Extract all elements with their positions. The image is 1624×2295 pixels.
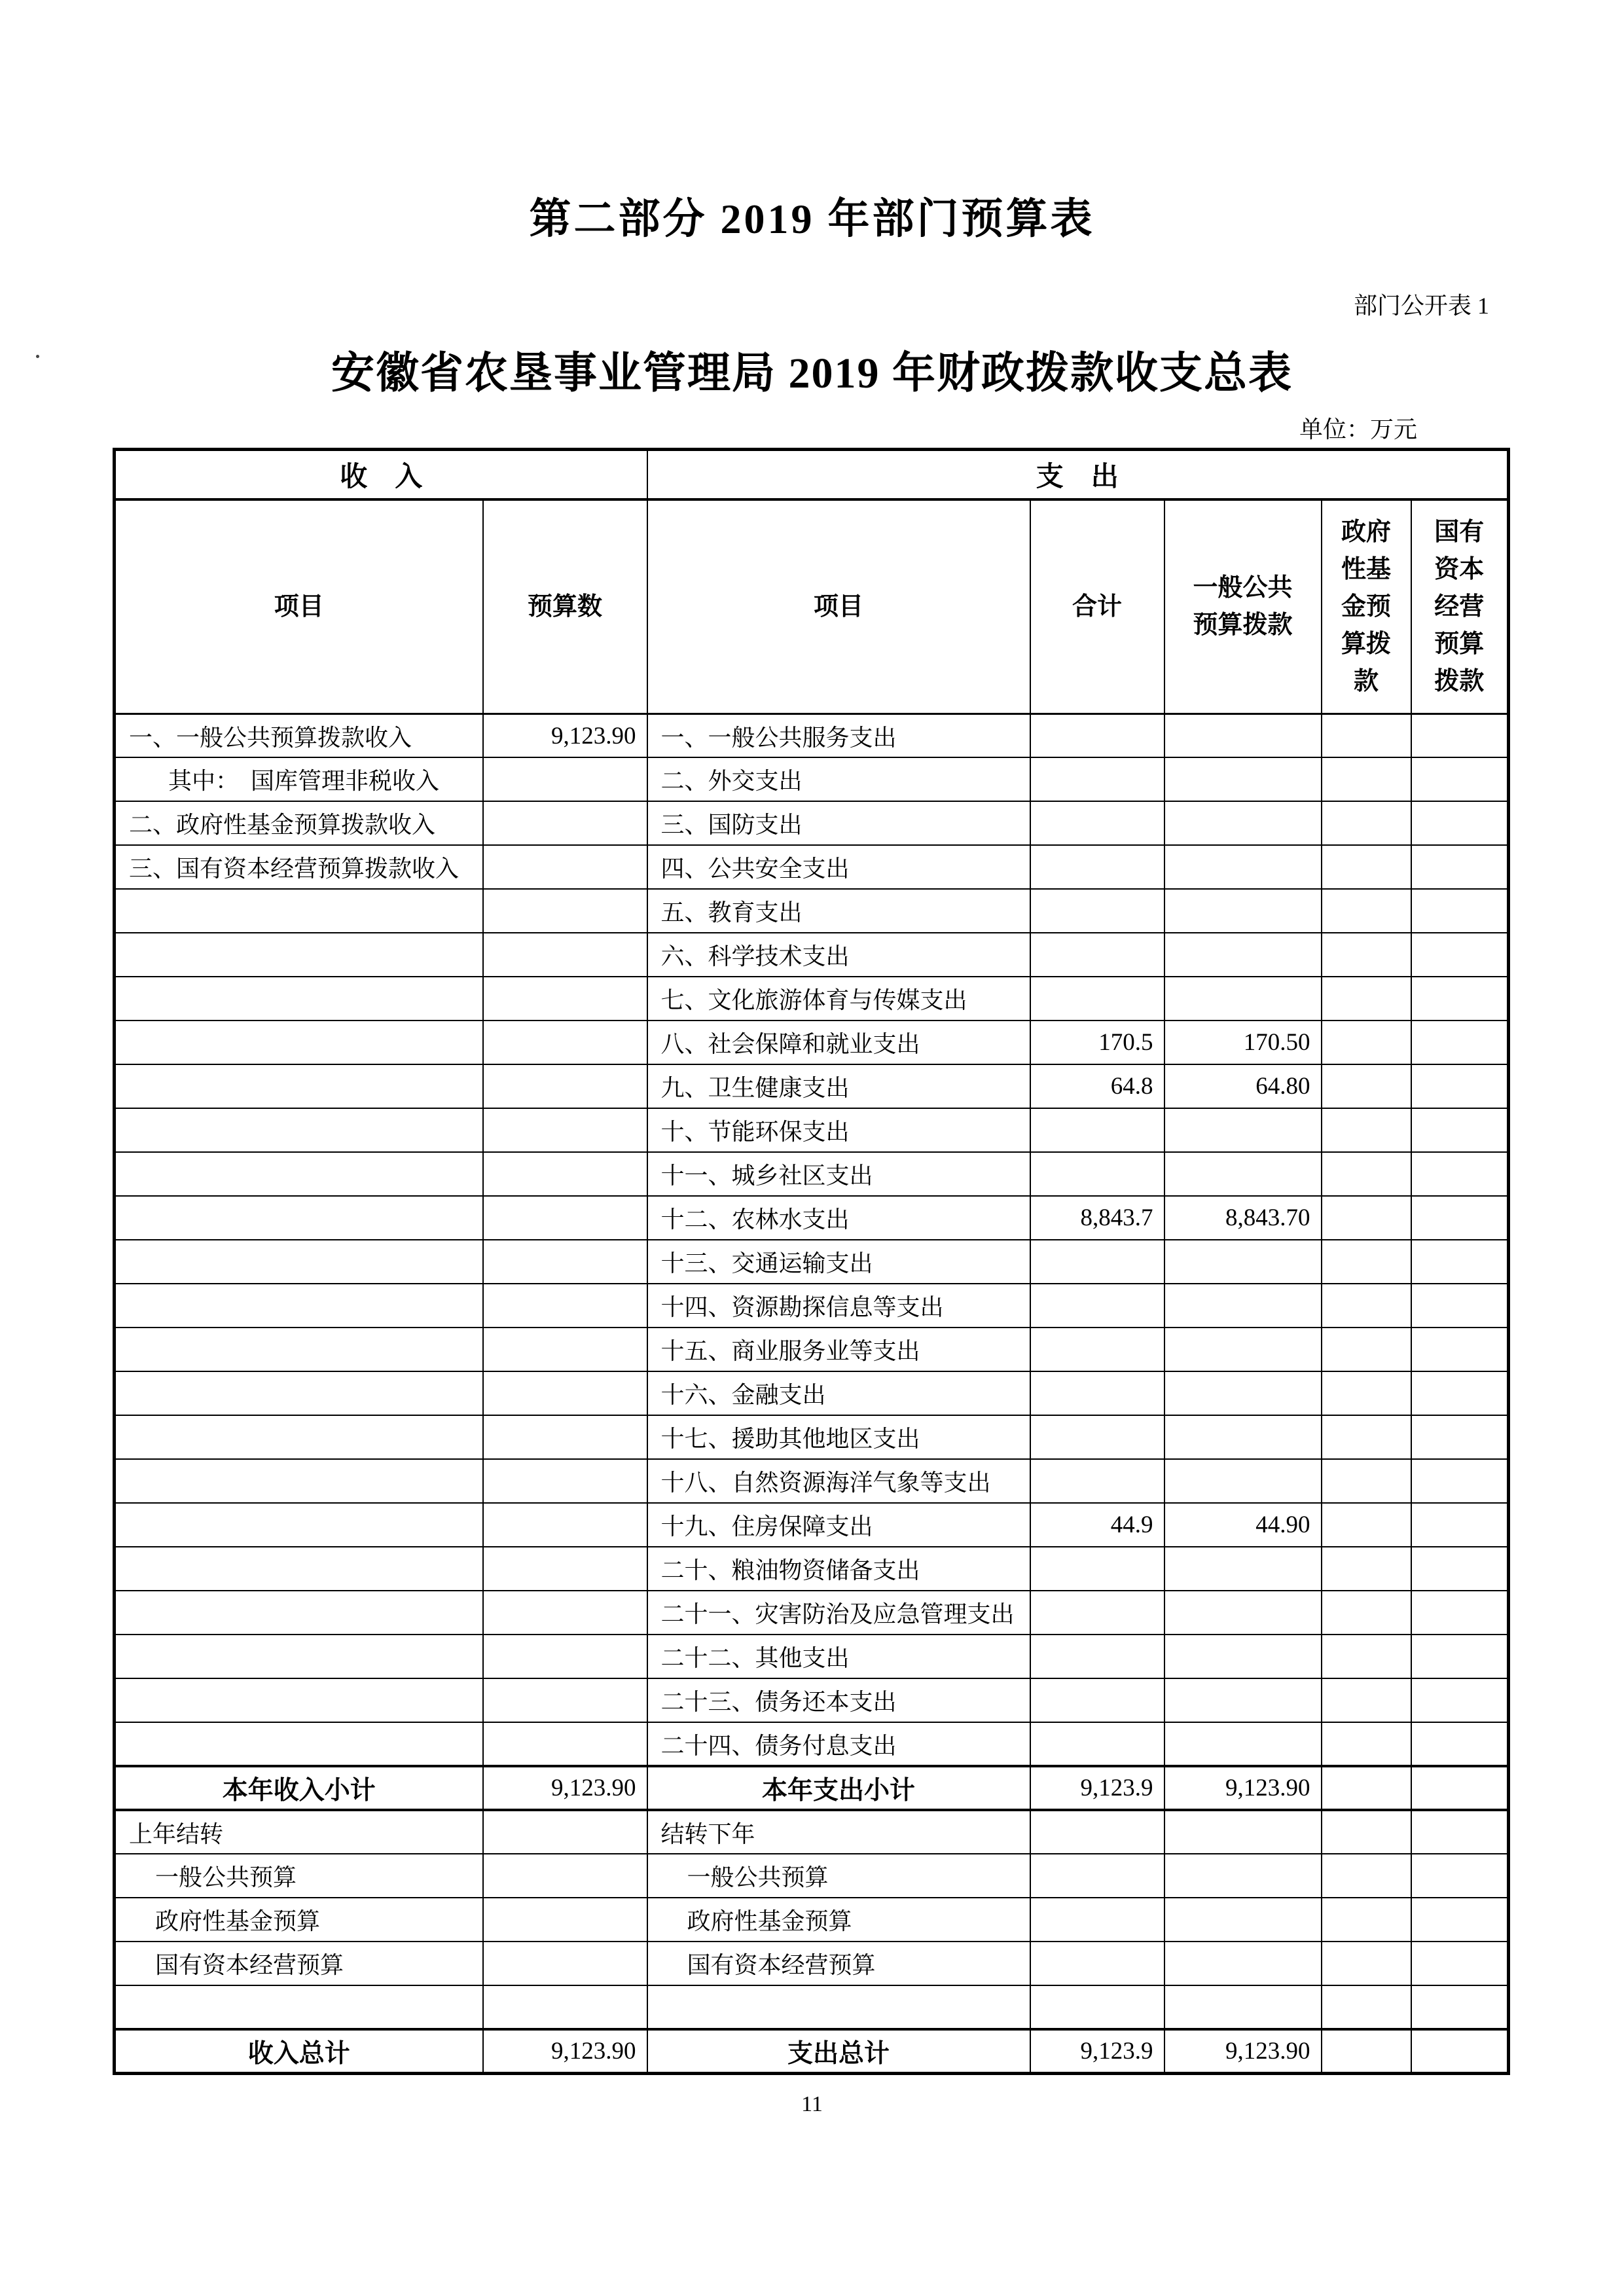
general-public-cell — [1164, 1898, 1322, 1942]
col-header-general-public: 一般公共预算拨款 — [1164, 499, 1322, 714]
income-value-cell — [483, 1459, 647, 1503]
unit-label: 单位：万元 — [1299, 416, 1417, 443]
expense-item-cell: 五、教育支出 — [647, 889, 1030, 933]
column-header-row — [115, 499, 1509, 714]
expense-item-cell: 一般公共预算 — [647, 1854, 1030, 1898]
income-value-cell — [483, 1503, 647, 1547]
general-public-cell — [1164, 1635, 1322, 1678]
general-public-cell — [1164, 1415, 1322, 1459]
table-title: 安徽省农垦事业管理局 2019 年财政拨款收支总表 — [331, 349, 1293, 397]
expense-item-cell: 政府性基金预算 — [647, 1898, 1030, 1942]
expense-item-cell: 十七、援助其他地区支出 — [647, 1415, 1030, 1459]
state-capital-cell — [1411, 1284, 1509, 1328]
expense-item-cell: 十六、金融支出 — [647, 1371, 1030, 1415]
table-row — [115, 1371, 1509, 1415]
col-header-state-capital: 国有资本经营预算拨款 — [1411, 499, 1509, 714]
income-item-cell — [115, 1678, 483, 1722]
expense-item-cell: 七、文化旅游体育与传媒支出 — [647, 977, 1030, 1021]
table-row — [115, 1108, 1509, 1152]
income-item-cell — [115, 1196, 483, 1240]
gov-fund-cell — [1322, 1459, 1411, 1503]
expense-item-cell: 结转下年 — [647, 1810, 1030, 1854]
income-value-cell — [483, 1854, 647, 1898]
general-public-cell — [1164, 1328, 1322, 1371]
expense-item-cell: 二十四、债务付息支出 — [647, 1722, 1030, 1766]
general-public-cell — [1164, 714, 1322, 757]
budget-table — [113, 448, 1510, 2075]
state-capital-cell — [1411, 1152, 1509, 1196]
gov-fund-cell — [1322, 933, 1411, 977]
gov-fund-cell — [1322, 1678, 1411, 1722]
state-capital-cell — [1411, 1810, 1509, 1854]
income-value-cell — [483, 889, 647, 933]
table-row — [115, 1810, 1509, 1854]
income-value-cell — [483, 1284, 647, 1328]
expense-total-cell: 170.5 — [1030, 1021, 1164, 1064]
income-item-cell — [115, 1108, 483, 1152]
expense-total-cell — [1030, 1722, 1164, 1766]
gov-fund-cell — [1322, 1547, 1411, 1591]
general-public-cell — [1164, 1547, 1322, 1591]
table-row — [115, 845, 1509, 889]
income-value-cell — [483, 1064, 647, 1108]
income-value-cell — [483, 1021, 647, 1064]
income-item-cell: 国有资本经营预算 — [115, 1942, 483, 1985]
gov-fund-cell — [1322, 801, 1411, 845]
table-row — [115, 1503, 1509, 1547]
general-public-cell — [1164, 1284, 1322, 1328]
income-item-cell — [115, 1240, 483, 1284]
general-public-cell — [1164, 1591, 1322, 1635]
general-public-cell — [1164, 757, 1322, 801]
general-public-cell: 8,843.70 — [1164, 1196, 1322, 1240]
expense-item-cell: 二十三、债务还本支出 — [647, 1678, 1030, 1722]
state-capital-cell — [1411, 1766, 1509, 1810]
gov-fund-cell — [1322, 977, 1411, 1021]
table-row — [115, 1547, 1509, 1591]
income-item-cell — [115, 1985, 483, 2029]
expense-total-cell — [1030, 1108, 1164, 1152]
expense-total-cell — [1030, 757, 1164, 801]
gov-fund-cell — [1322, 1064, 1411, 1108]
state-capital-cell — [1411, 1985, 1509, 2029]
state-capital-cell — [1411, 889, 1509, 933]
expense-item-cell: 十二、农林水支出 — [647, 1196, 1030, 1240]
expense-item-cell: 二十、粮油物资储备支出 — [647, 1547, 1030, 1591]
gov-fund-cell — [1322, 1371, 1411, 1415]
income-item-cell — [115, 1415, 483, 1459]
table-row — [115, 1196, 1509, 1240]
gov-fund-cell — [1322, 1328, 1411, 1371]
col-header-expense-item: 项目 — [647, 499, 1030, 714]
expense-item-cell: 十三、交通运输支出 — [647, 1240, 1030, 1284]
table-ref-label: 部门公开表 1 — [1353, 292, 1489, 319]
expense-total-cell: 9,123.9 — [1030, 1766, 1164, 1810]
gov-fund-cell — [1322, 1152, 1411, 1196]
state-capital-cell — [1411, 933, 1509, 977]
income-value-cell — [483, 801, 647, 845]
income-item-cell: 本年收入小计 — [115, 1766, 483, 1810]
state-capital-cell — [1411, 1678, 1509, 1722]
income-item-cell: 收入总计 — [115, 2029, 483, 2073]
gov-fund-cell — [1322, 714, 1411, 757]
income-value-cell — [483, 1152, 647, 1196]
expense-total-cell — [1030, 1942, 1164, 1985]
general-public-cell — [1164, 1152, 1322, 1196]
income-value-cell — [483, 845, 647, 889]
table-row — [115, 1328, 1509, 1371]
income-item-cell — [115, 1152, 483, 1196]
expense-total-cell — [1030, 977, 1164, 1021]
income-item-cell — [115, 1021, 483, 1064]
state-capital-cell — [1411, 1064, 1509, 1108]
state-capital-cell — [1411, 1196, 1509, 1240]
income-item-cell — [115, 1591, 483, 1635]
income-item-cell — [115, 1547, 483, 1591]
general-public-cell: 170.50 — [1164, 1021, 1322, 1064]
gov-fund-cell — [1322, 1985, 1411, 2029]
gov-fund-cell — [1322, 1108, 1411, 1152]
expense-total-cell — [1030, 1284, 1164, 1328]
income-item-cell: 一般公共预算 — [115, 1854, 483, 1898]
expense-item-cell: 三、国防支出 — [647, 801, 1030, 845]
expense-total-cell — [1030, 714, 1164, 757]
income-item-cell — [115, 1503, 483, 1547]
table-row — [115, 801, 1509, 845]
state-capital-cell — [1411, 1371, 1509, 1415]
state-capital-cell — [1411, 1591, 1509, 1635]
general-public-cell: 44.90 — [1164, 1503, 1322, 1547]
table-row — [115, 933, 1509, 977]
gov-fund-cell — [1322, 1196, 1411, 1240]
expense-item-cell: 六、科学技术支出 — [647, 933, 1030, 977]
income-item-cell — [115, 977, 483, 1021]
income-value-cell — [483, 1635, 647, 1678]
expense-item-cell: 十九、住房保障支出 — [647, 1503, 1030, 1547]
page-number: 11 — [801, 2091, 823, 2116]
expense-item-cell: 十八、自然资源海洋气象等支出 — [647, 1459, 1030, 1503]
expense-item-cell: 十四、资源勘探信息等支出 — [647, 1284, 1030, 1328]
expense-total-cell — [1030, 801, 1164, 845]
state-capital-cell — [1411, 845, 1509, 889]
income-section-header: 收 入 — [115, 449, 647, 499]
table-body — [115, 714, 1509, 2073]
income-item-cell — [115, 1328, 483, 1371]
expense-total-cell — [1030, 1415, 1164, 1459]
general-public-cell — [1164, 845, 1322, 889]
expense-item-cell — [647, 1985, 1030, 2029]
income-value-cell — [483, 1942, 647, 1985]
income-value-cell: 9,123.90 — [483, 2029, 647, 2073]
income-item-cell — [115, 1064, 483, 1108]
state-capital-cell — [1411, 2029, 1509, 2073]
table-row — [115, 1284, 1509, 1328]
table-row — [115, 977, 1509, 1021]
gov-fund-cell — [1322, 1415, 1411, 1459]
state-capital-cell — [1411, 1722, 1509, 1766]
expense-item-cell: 一、一般公共服务支出 — [647, 714, 1030, 757]
income-value-cell — [483, 977, 647, 1021]
income-value-cell — [483, 1722, 647, 1766]
state-capital-cell — [1411, 1021, 1509, 1064]
general-public-cell — [1164, 1942, 1322, 1985]
gov-fund-cell — [1322, 2029, 1411, 2073]
general-public-cell — [1164, 889, 1322, 933]
general-public-cell — [1164, 801, 1322, 845]
expense-total-cell — [1030, 845, 1164, 889]
income-item-cell — [115, 1722, 483, 1766]
gov-fund-cell — [1322, 1942, 1411, 1985]
gov-fund-cell — [1322, 1898, 1411, 1942]
income-item-cell — [115, 1371, 483, 1415]
table-row — [115, 889, 1509, 933]
gov-fund-cell — [1322, 1284, 1411, 1328]
expense-item-cell: 二十二、其他支出 — [647, 1635, 1030, 1678]
state-capital-cell — [1411, 1635, 1509, 1678]
expense-total-cell: 8,843.7 — [1030, 1196, 1164, 1240]
expense-total-cell — [1030, 1328, 1164, 1371]
gov-fund-cell — [1322, 757, 1411, 801]
expense-total-cell: 9,123.9 — [1030, 2029, 1164, 2073]
table-row — [115, 1635, 1509, 1678]
table-row — [115, 714, 1509, 757]
general-public-cell — [1164, 1810, 1322, 1854]
expense-section-header: 支 出 — [647, 449, 1509, 499]
general-public-cell — [1164, 1371, 1322, 1415]
expense-item-cell: 九、卫生健康支出 — [647, 1064, 1030, 1108]
income-item-cell: 二、政府性基金预算拨款收入 — [115, 801, 483, 845]
state-capital-cell — [1411, 1328, 1509, 1371]
income-value-cell — [483, 757, 647, 801]
income-item-cell — [115, 1459, 483, 1503]
expense-item-cell: 十、节能环保支出 — [647, 1108, 1030, 1152]
income-value-cell — [483, 1415, 647, 1459]
table-row — [115, 1898, 1509, 1942]
expense-total-cell — [1030, 1985, 1164, 2029]
table-row — [115, 1064, 1509, 1108]
table-header — [115, 449, 1509, 714]
state-capital-cell — [1411, 757, 1509, 801]
part-title: 第二部分 2019 年部门预算表 — [529, 196, 1095, 242]
expense-item-cell: 二十一、灾害防治及应急管理支出 — [647, 1591, 1030, 1635]
general-public-cell — [1164, 977, 1322, 1021]
expense-item-cell: 二、外交支出 — [647, 757, 1030, 801]
state-capital-cell — [1411, 977, 1509, 1021]
expense-item-cell: 支出总计 — [647, 2029, 1030, 2073]
income-item-cell — [115, 889, 483, 933]
col-header-total: 合计 — [1030, 499, 1164, 714]
table-row — [115, 1722, 1509, 1766]
expense-total-cell — [1030, 1591, 1164, 1635]
state-capital-cell — [1411, 1108, 1509, 1152]
income-value-cell — [483, 1985, 647, 2029]
table-row — [115, 757, 1509, 801]
expense-total-cell — [1030, 1810, 1164, 1854]
general-public-cell: 9,123.90 — [1164, 1766, 1322, 1810]
gov-fund-cell — [1322, 1722, 1411, 1766]
state-capital-cell — [1411, 714, 1509, 757]
general-public-cell — [1164, 1678, 1322, 1722]
income-value-cell — [483, 1898, 647, 1942]
table-row — [115, 1415, 1509, 1459]
expense-item-cell: 本年支出小计 — [647, 1766, 1030, 1810]
table-row — [115, 1942, 1509, 1985]
table-row — [115, 1240, 1509, 1284]
income-item-cell: 上年结转 — [115, 1810, 483, 1854]
col-header-income-budget: 预算数 — [483, 499, 647, 714]
state-capital-cell — [1411, 1503, 1509, 1547]
expense-item-cell: 四、公共安全支出 — [647, 845, 1030, 889]
income-item-cell: 政府性基金预算 — [115, 1898, 483, 1942]
table-row — [115, 1152, 1509, 1196]
state-capital-cell — [1411, 1459, 1509, 1503]
income-value-cell — [483, 1591, 647, 1635]
expense-item-cell: 八、社会保障和就业支出 — [647, 1021, 1030, 1064]
income-value-cell — [483, 933, 647, 977]
expense-total-cell: 64.8 — [1030, 1064, 1164, 1108]
col-header-income-item: 项目 — [115, 499, 483, 714]
income-item-cell: 其中： 国库管理非税收入 — [115, 757, 483, 801]
table-row — [115, 1854, 1509, 1898]
table-row — [115, 1591, 1509, 1635]
col-header-gov-fund: 政府性基金预算拨款 — [1322, 499, 1411, 714]
state-capital-cell — [1411, 801, 1509, 845]
expense-total-cell — [1030, 1152, 1164, 1196]
income-item-cell — [115, 933, 483, 977]
state-capital-cell — [1411, 1547, 1509, 1591]
gov-fund-cell — [1322, 1591, 1411, 1635]
general-public-cell — [1164, 1985, 1322, 2029]
section-header-row — [115, 449, 1509, 499]
general-public-cell — [1164, 1108, 1322, 1152]
expense-item-cell: 国有资本经营预算 — [647, 1942, 1030, 1985]
state-capital-cell — [1411, 1898, 1509, 1942]
expense-total-cell — [1030, 1547, 1164, 1591]
gov-fund-cell — [1322, 1503, 1411, 1547]
expense-total-cell — [1030, 1854, 1164, 1898]
general-public-cell: 9,123.90 — [1164, 2029, 1322, 2073]
expense-total-cell — [1030, 1635, 1164, 1678]
gov-fund-cell — [1322, 1021, 1411, 1064]
scan-artifact-dot — [36, 355, 39, 358]
gov-fund-cell — [1322, 1766, 1411, 1810]
general-public-cell — [1164, 1459, 1322, 1503]
expense-total-cell — [1030, 933, 1164, 977]
state-capital-cell — [1411, 1854, 1509, 1898]
expense-total-cell — [1030, 1459, 1164, 1503]
table-row — [115, 2029, 1509, 2073]
expense-total-cell: 44.9 — [1030, 1503, 1164, 1547]
state-capital-cell — [1411, 1240, 1509, 1284]
gov-fund-cell — [1322, 1635, 1411, 1678]
income-value-cell — [483, 1810, 647, 1854]
gov-fund-cell — [1322, 1854, 1411, 1898]
expense-item-cell: 十一、城乡社区支出 — [647, 1152, 1030, 1196]
general-public-cell: 64.80 — [1164, 1064, 1322, 1108]
expense-item-cell: 十五、商业服务业等支出 — [647, 1328, 1030, 1371]
general-public-cell — [1164, 1722, 1322, 1766]
general-public-cell — [1164, 1854, 1322, 1898]
expense-total-cell — [1030, 1240, 1164, 1284]
gov-fund-cell — [1322, 845, 1411, 889]
expense-total-cell — [1030, 1898, 1164, 1942]
table-row — [115, 1985, 1509, 2029]
expense-total-cell — [1030, 889, 1164, 933]
table-row — [115, 1459, 1509, 1503]
table-row — [115, 1678, 1509, 1722]
table-row — [115, 1021, 1509, 1064]
income-item-cell — [115, 1284, 483, 1328]
income-value-cell — [483, 1678, 647, 1722]
income-value-cell — [483, 1371, 647, 1415]
income-value-cell — [483, 1547, 647, 1591]
income-value-cell: 9,123.90 — [483, 1766, 647, 1810]
income-value-cell — [483, 1196, 647, 1240]
gov-fund-cell — [1322, 889, 1411, 933]
income-item-cell: 三、国有资本经营预算拨款收入 — [115, 845, 483, 889]
gov-fund-cell — [1322, 1240, 1411, 1284]
table-row — [115, 1766, 1509, 1810]
state-capital-cell — [1411, 1942, 1509, 1985]
income-value-cell — [483, 1108, 647, 1152]
general-public-cell — [1164, 1240, 1322, 1284]
expense-total-cell — [1030, 1678, 1164, 1722]
income-value-cell — [483, 1240, 647, 1284]
income-value-cell: 9,123.90 — [483, 714, 647, 757]
expense-total-cell — [1030, 1371, 1164, 1415]
state-capital-cell — [1411, 1415, 1509, 1459]
general-public-cell — [1164, 933, 1322, 977]
gov-fund-cell — [1322, 1810, 1411, 1854]
income-item-cell — [115, 1635, 483, 1678]
income-value-cell — [483, 1328, 647, 1371]
income-item-cell: 一、一般公共预算拨款收入 — [115, 714, 483, 757]
